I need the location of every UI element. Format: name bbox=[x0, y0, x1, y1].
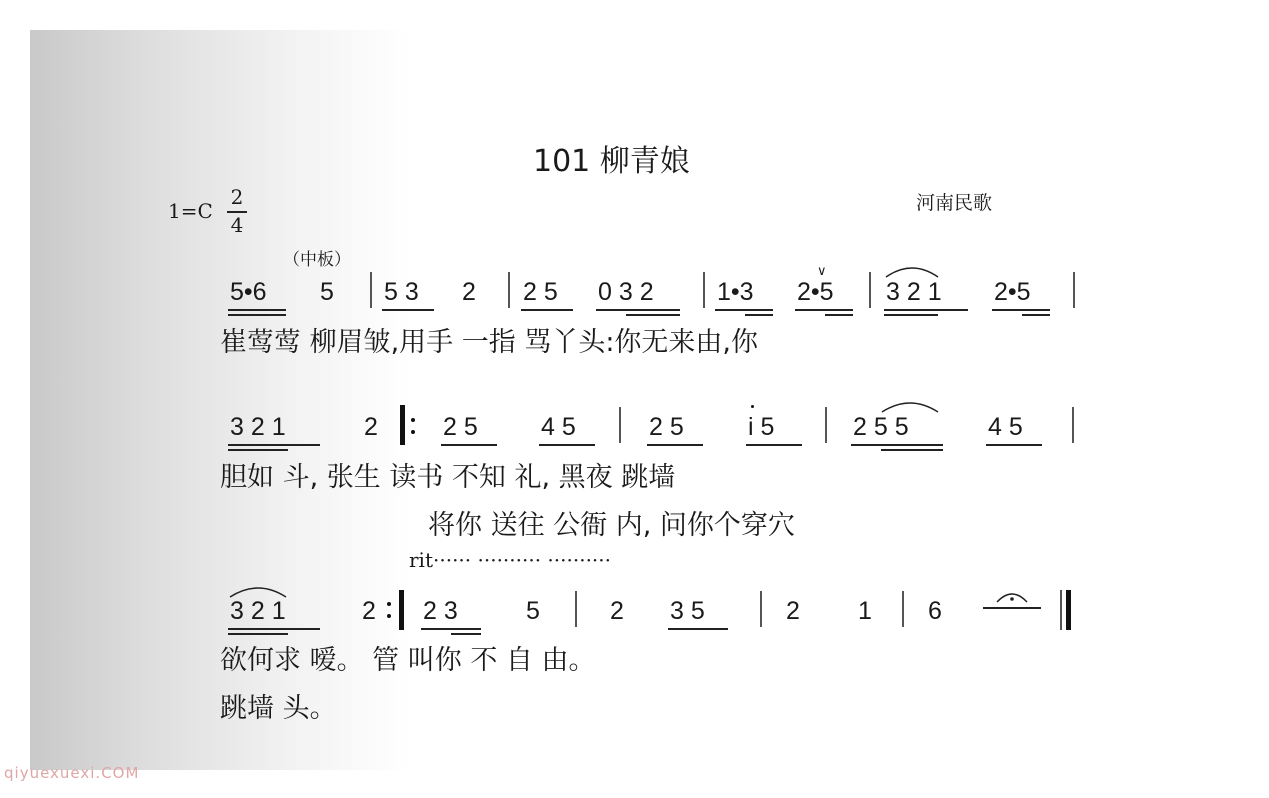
underline bbox=[382, 309, 434, 311]
underline bbox=[228, 628, 320, 630]
note-group: 2•5 bbox=[994, 278, 1031, 306]
note-group: i 5 bbox=[748, 413, 775, 441]
barline bbox=[869, 272, 871, 308]
underline bbox=[986, 444, 1042, 446]
underline bbox=[745, 314, 773, 316]
underline bbox=[228, 449, 288, 451]
repeat-dot bbox=[387, 602, 391, 606]
barline bbox=[508, 272, 510, 308]
note-group: 2•5 bbox=[797, 278, 834, 306]
source-label: 河南民歌 bbox=[916, 192, 993, 214]
lyrics-line-verse-2: 将你 送往 公衙 内, 问你个穿穴 bbox=[428, 510, 795, 541]
underline bbox=[596, 309, 680, 311]
underline bbox=[992, 309, 1050, 311]
barline bbox=[370, 272, 372, 308]
time-signature-top: 2 bbox=[230, 185, 244, 209]
fermata bbox=[995, 588, 1029, 604]
note-group: 5 bbox=[320, 278, 334, 306]
barline bbox=[1073, 272, 1075, 308]
lyrics-line-verse-2: 跳墙 头。 bbox=[220, 693, 337, 724]
song-title: 101 柳青娘 bbox=[533, 144, 690, 179]
repeat-barline bbox=[400, 405, 405, 445]
underline bbox=[881, 449, 943, 451]
note-group: 2 5 bbox=[649, 413, 684, 441]
underline bbox=[228, 309, 286, 311]
note-group: 2 bbox=[610, 597, 624, 625]
breath-mark: ∨ bbox=[817, 264, 827, 279]
underline bbox=[539, 444, 595, 446]
underline bbox=[421, 628, 481, 630]
slur bbox=[228, 583, 288, 599]
extension-dash bbox=[983, 607, 1041, 609]
barline bbox=[1072, 407, 1074, 443]
barline bbox=[703, 272, 705, 308]
slur bbox=[884, 263, 940, 279]
underline bbox=[228, 444, 320, 446]
barline bbox=[825, 407, 827, 443]
final-barline-thin bbox=[1060, 590, 1062, 630]
underline bbox=[884, 314, 938, 316]
note-group: 5 bbox=[526, 597, 540, 625]
underline bbox=[1022, 314, 1050, 316]
note-group: 5 3 bbox=[384, 278, 419, 306]
note-group: 2 3 bbox=[423, 597, 458, 625]
barline bbox=[760, 591, 762, 627]
ritardando-marking: rit······ ·········· ·········· bbox=[409, 548, 612, 572]
repeat-barline bbox=[399, 590, 404, 630]
tempo-marking: （中板） bbox=[283, 250, 351, 270]
note-group: 2 bbox=[364, 413, 378, 441]
high-octave-dot bbox=[751, 405, 754, 408]
underline bbox=[451, 633, 481, 635]
note-group: 1•3 bbox=[717, 278, 754, 306]
underline bbox=[795, 309, 853, 311]
underline bbox=[746, 444, 802, 446]
lyrics-line: 崔莺莺 柳眉皱,用手 一指 骂丫头:你无来由,你 bbox=[220, 327, 759, 358]
note-group: 3 5 bbox=[670, 597, 705, 625]
repeat-dot bbox=[411, 430, 415, 434]
underline bbox=[228, 633, 288, 635]
underline bbox=[825, 314, 853, 316]
note-group: 3 2 1 bbox=[230, 413, 286, 441]
note-group: 4 5 bbox=[541, 413, 576, 441]
underline bbox=[668, 628, 728, 630]
time-signature-bottom: 4 bbox=[230, 213, 244, 237]
underline bbox=[884, 309, 968, 311]
final-barline-thick bbox=[1066, 590, 1071, 630]
note-group: 5•6 bbox=[230, 278, 267, 306]
underline bbox=[441, 444, 497, 446]
slur bbox=[880, 398, 940, 414]
underline bbox=[647, 444, 703, 446]
underline bbox=[521, 309, 573, 311]
note-group: 2 bbox=[362, 597, 376, 625]
barline bbox=[902, 591, 904, 627]
underline bbox=[851, 444, 943, 446]
note-group: 4 5 bbox=[988, 413, 1023, 441]
note-group: 6 bbox=[928, 597, 942, 625]
repeat-dot bbox=[411, 418, 415, 422]
barline bbox=[575, 591, 577, 627]
repeat-dot bbox=[387, 614, 391, 618]
note-group: 2 bbox=[462, 278, 476, 306]
note-group: 3 2 1 bbox=[230, 597, 286, 625]
note-group: 2 5 bbox=[523, 278, 558, 306]
note-group: 1 bbox=[858, 597, 872, 625]
site-watermark: qiyuexuexi.COM bbox=[4, 764, 140, 782]
barline bbox=[619, 407, 621, 443]
note-group: 3 2 1 bbox=[886, 278, 942, 306]
underline bbox=[228, 314, 286, 316]
note-group: 2 bbox=[786, 597, 800, 625]
underline bbox=[626, 314, 680, 316]
underline bbox=[715, 309, 773, 311]
lyrics-line: 胆如 斗, 张生 读书 不知 礼, 黑夜 跳墙 bbox=[220, 462, 676, 493]
key-signature: 1=C bbox=[168, 199, 213, 223]
note-group: 2 5 bbox=[443, 413, 478, 441]
note-group: 2 5 5 bbox=[853, 413, 909, 441]
note-group: 0 3 2 bbox=[598, 278, 654, 306]
lyrics-line: 欲何求 嗳。 管 叫你 不 自 由。 bbox=[220, 645, 596, 676]
